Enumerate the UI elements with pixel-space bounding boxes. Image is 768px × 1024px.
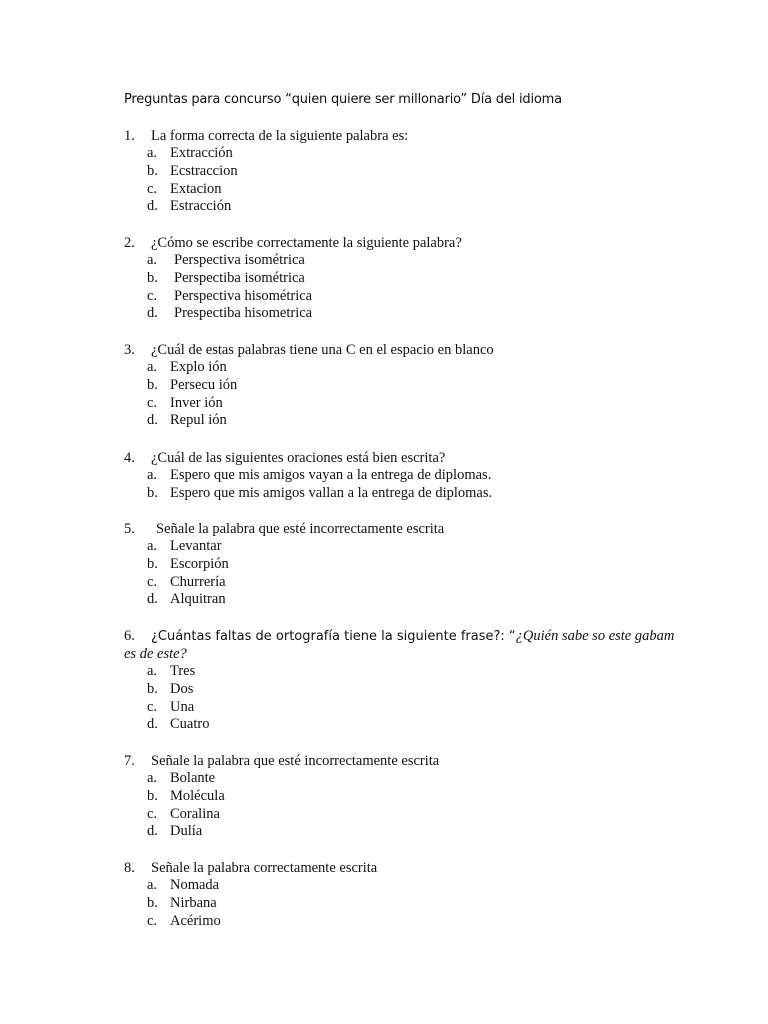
option-letter: d.	[147, 823, 158, 840]
option-a	[124, 467, 684, 485]
option-letter: b.	[147, 680, 158, 697]
option-list	[124, 877, 684, 930]
option-b	[124, 485, 684, 503]
option-letter: d.	[147, 198, 158, 215]
question-1	[124, 127, 684, 216]
question-text: Señale la palabra que esté incorrectamente escrita	[151, 753, 440, 769]
option-b	[124, 788, 684, 806]
option-letter: b.	[147, 787, 158, 804]
option-text: Explo ión	[170, 359, 227, 375]
option-letter: c.	[147, 180, 158, 197]
option-c	[124, 913, 684, 931]
option-c	[124, 288, 684, 306]
option-c	[124, 806, 684, 824]
option-list	[124, 663, 724, 734]
option-a	[124, 877, 684, 895]
question-7	[124, 752, 684, 841]
option-letter: b.	[147, 484, 158, 501]
question-4	[124, 449, 684, 503]
question-text-plain: ¿Cuántas faltas de ortografía tiene la siguiente frase?: “	[151, 629, 516, 644]
option-b	[124, 270, 684, 288]
option-letter: b.	[147, 269, 158, 286]
question-text: ¿Cuál de las siguientes oraciones está bien escrita?	[151, 450, 446, 466]
option-text: Levantar	[170, 538, 222, 554]
option-text: Nomada	[170, 877, 220, 893]
option-text: Prespectiba hisometrica	[174, 305, 313, 322]
option-letter: d.	[147, 716, 158, 733]
option-letter: d.	[147, 305, 158, 322]
question-number: 8.	[124, 860, 135, 876]
question-line	[124, 859, 684, 877]
option-a	[124, 770, 684, 788]
option-text: Cuatro	[170, 716, 210, 733]
option-d	[124, 591, 684, 609]
option-text: Una	[170, 698, 195, 715]
option-list	[124, 145, 684, 216]
option-text: Inver ión	[170, 394, 223, 411]
option-text: Dulía	[170, 823, 203, 840]
question-6	[124, 627, 724, 734]
option-text: Espero que mis amigos vayan a la entrega de diplomas.	[170, 467, 492, 483]
option-list	[124, 252, 684, 323]
option-text: Persecu ión	[170, 376, 238, 393]
option-c	[124, 395, 684, 413]
option-b	[124, 163, 684, 181]
option-letter: d.	[147, 412, 158, 429]
option-a	[124, 252, 684, 270]
question-number: 3.	[124, 342, 135, 358]
option-text: Perspectiba isométrica	[174, 269, 305, 286]
question-continuation: es de este?	[124, 646, 187, 662]
question-text: Señale la palabra correctamente escrita	[151, 860, 378, 876]
option-text: Extracción	[170, 145, 233, 161]
question-number: 7.	[124, 753, 135, 769]
option-text: Nirbana	[170, 894, 217, 911]
option-a	[124, 145, 684, 163]
option-letter: c.	[147, 698, 158, 715]
question-quoted-phrase: ¿Quién sabe so este gabam	[515, 628, 675, 644]
question-number: 1.	[124, 128, 135, 144]
question-2	[124, 234, 684, 323]
option-letter: c.	[147, 287, 158, 304]
option-text: Tres	[170, 663, 196, 679]
option-text: Espero que mis amigos vallan a la entrega de diplomas.	[170, 484, 493, 501]
option-b	[124, 681, 724, 699]
option-b	[124, 556, 684, 574]
option-list	[124, 538, 684, 609]
option-a	[124, 538, 684, 556]
option-list	[124, 467, 684, 503]
option-letter: b.	[147, 162, 158, 179]
option-a	[124, 663, 724, 681]
option-text: Dos	[170, 680, 194, 697]
option-b	[124, 895, 684, 913]
option-text: Coralina	[170, 805, 220, 822]
question-number: 4.	[124, 450, 135, 466]
option-d	[124, 305, 684, 323]
option-letter: a.	[147, 145, 158, 161]
question-text: ¿Cómo se escribe correctamente la siguiente palabra?	[151, 235, 462, 251]
option-letter: c.	[147, 394, 158, 411]
option-letter: a.	[147, 770, 158, 786]
option-letter: a.	[147, 359, 158, 375]
question-number: 2.	[124, 235, 135, 251]
question-line	[124, 752, 684, 770]
option-letter: a.	[147, 467, 158, 483]
option-letter: b.	[147, 894, 158, 911]
option-letter: c.	[147, 912, 158, 929]
option-text: Bolante	[170, 770, 216, 786]
option-d	[124, 198, 684, 216]
question-text: ¿Cuál de estas palabras tiene una C en el espacio en blanco	[151, 342, 494, 358]
option-letter: a.	[147, 252, 158, 268]
option-a	[124, 359, 684, 377]
option-d	[124, 716, 724, 734]
question-line	[124, 127, 684, 145]
option-text: Extacion	[170, 180, 222, 197]
question-text: Señale la palabra que esté incorrectamente escrita	[156, 521, 445, 537]
option-c	[124, 574, 684, 592]
question-line	[124, 627, 724, 645]
option-letter: a.	[147, 877, 158, 893]
option-text: Escorpión	[170, 555, 229, 572]
question-3	[124, 341, 684, 430]
option-text: Ecstraccion	[170, 162, 238, 179]
option-text: Acérimo	[170, 912, 221, 929]
question-line	[124, 449, 684, 467]
question-number: 6.	[124, 628, 135, 644]
option-list	[124, 770, 684, 841]
option-text: Churrería	[170, 573, 226, 590]
option-letter: c.	[147, 805, 158, 822]
option-text: Perspectiva isométrica	[174, 252, 305, 268]
option-b	[124, 377, 684, 395]
option-c	[124, 699, 724, 717]
option-letter: a.	[147, 538, 158, 554]
question-number: 5.	[124, 521, 135, 537]
option-letter: b.	[147, 555, 158, 572]
question-line	[124, 520, 684, 538]
option-letter: c.	[147, 573, 158, 590]
option-letter: a.	[147, 663, 158, 679]
question-5	[124, 520, 684, 609]
option-letter: d.	[147, 591, 158, 608]
question-8	[124, 859, 684, 930]
option-text: Perspectiva hisométrica	[174, 287, 313, 304]
option-d	[124, 823, 684, 841]
document-title: Preguntas para concurso “quien quiere ser millonario” Día del idioma	[124, 92, 562, 107]
question-text: La forma correcta de la siguiente palabra es:	[151, 128, 409, 144]
option-list	[124, 359, 684, 430]
option-d	[124, 412, 684, 430]
option-text: Repul ión	[170, 412, 227, 429]
option-c	[124, 181, 684, 199]
question-line	[124, 341, 684, 359]
option-text: Estracción	[170, 198, 232, 215]
option-text: Alquitran	[170, 591, 226, 608]
option-text: Molécula	[170, 787, 225, 804]
question-line	[124, 234, 684, 252]
question-text	[151, 627, 674, 646]
option-letter: b.	[147, 376, 158, 393]
